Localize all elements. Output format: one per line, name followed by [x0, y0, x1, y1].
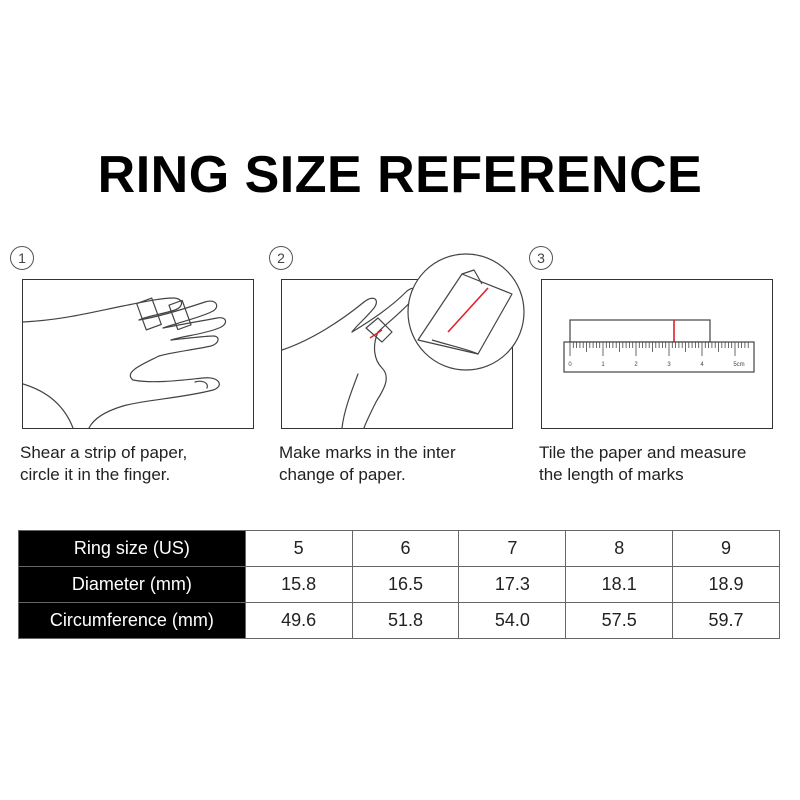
table-cell: 49.6: [245, 603, 352, 639]
ruler-icon: [542, 280, 772, 428]
paper-strip: [570, 320, 710, 342]
step-number: 2: [269, 246, 293, 270]
table-cell: 8: [566, 531, 673, 567]
row-header: Diameter (mm): [19, 567, 246, 603]
step-2-illustration: [281, 279, 513, 429]
table-row: [19, 567, 780, 603]
row-header: Ring size (US): [19, 531, 246, 567]
step-caption: Make marks in the inter change of paper.: [279, 443, 456, 484]
ruler-label: 4: [700, 362, 704, 368]
row-header: Circumference (mm): [19, 603, 246, 639]
ruler-label: 3: [667, 362, 671, 368]
table-cell: 51.8: [352, 603, 459, 639]
hand-mark-icon: [282, 280, 512, 428]
ruler-label: 5cm: [733, 362, 745, 368]
table-cell: 15.8: [245, 567, 352, 603]
table-row: [19, 603, 780, 639]
hand-paper-strip-icon: [23, 280, 253, 428]
table-cell: 5: [245, 531, 352, 567]
step-number: 1: [10, 246, 34, 270]
step-caption: Shear a strip of paper, circle it in the finger.: [20, 443, 188, 484]
table-cell: 16.5: [352, 567, 459, 603]
table-row: [19, 531, 780, 567]
ruler-label: 0: [568, 362, 572, 368]
page-title: RING SIZE REFERENCE: [97, 146, 703, 204]
ruler-label: 2: [634, 362, 638, 368]
table-cell: 17.3: [459, 567, 566, 603]
table-cell: 9: [673, 531, 780, 567]
table-cell: 54.0: [459, 603, 566, 639]
table-cell: 57.5: [566, 603, 673, 639]
ring-size-table: [18, 530, 780, 639]
table-cell: 18.1: [566, 567, 673, 603]
table-cell: 6: [352, 531, 459, 567]
table-cell: 59.7: [673, 603, 780, 639]
table-cell: 18.9: [673, 567, 780, 603]
step-3-illustration: [541, 279, 773, 429]
step-number: 3: [529, 246, 553, 270]
step-1-illustration: [22, 279, 254, 429]
step-caption: Tile the paper and measure the length of marks: [539, 443, 747, 484]
table-cell: 7: [459, 531, 566, 567]
ruler-label: 1: [601, 362, 605, 368]
